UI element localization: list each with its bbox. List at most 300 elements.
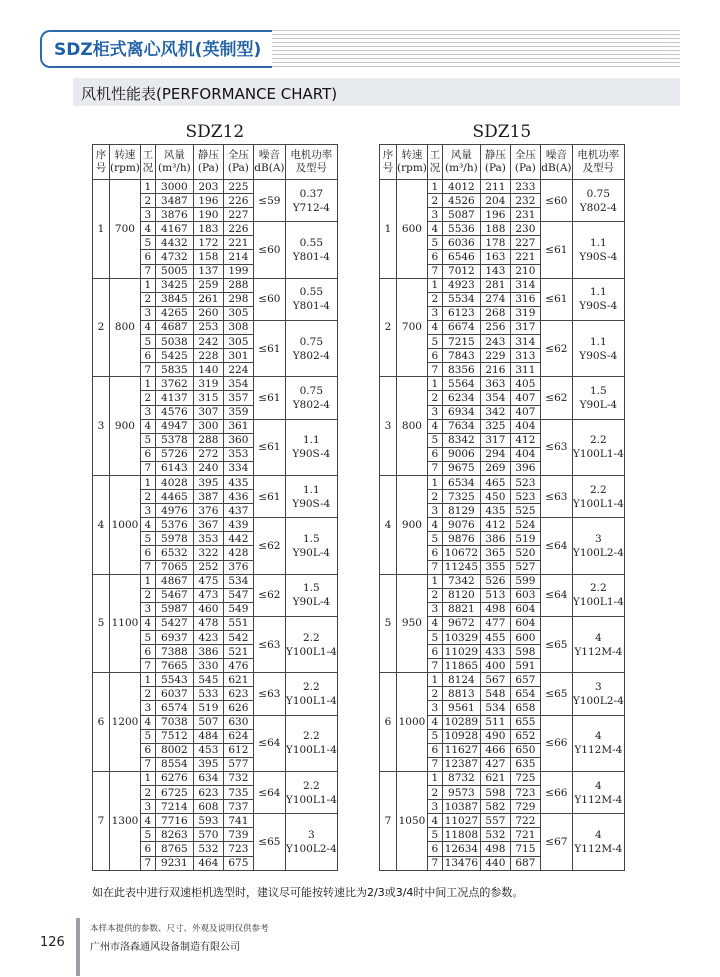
condition: 1: [140, 180, 155, 194]
static-pressure: 260: [193, 306, 223, 320]
total-pressure: 232: [510, 194, 540, 208]
air-volume: 8263: [155, 828, 193, 842]
column-header: 噪音 dB(A): [540, 145, 572, 180]
total-pressure: 353: [223, 447, 253, 461]
condition: 3: [140, 800, 155, 814]
total-pressure: 311: [510, 363, 540, 377]
air-volume: 10387: [442, 800, 480, 814]
condition: 3: [140, 405, 155, 419]
static-pressure: 412: [480, 518, 510, 532]
total-pressure: 527: [510, 560, 540, 574]
motor-power-model: 0.37 Y712-4: [285, 180, 337, 222]
total-pressure: 521: [223, 645, 253, 659]
total-pressure: 376: [223, 560, 253, 574]
condition: 7: [140, 264, 155, 278]
noise-level: ≤66: [540, 715, 572, 771]
static-pressure: 532: [480, 828, 510, 842]
air-volume: 6937: [155, 631, 193, 645]
table-row: [380, 278, 625, 292]
condition: 1: [140, 673, 155, 687]
static-pressure: 259: [193, 278, 223, 292]
air-volume: 9231: [155, 856, 193, 870]
total-pressure: 737: [223, 800, 253, 814]
table-row: [93, 475, 338, 489]
static-pressure: 526: [480, 574, 510, 588]
static-pressure: 484: [193, 729, 223, 743]
static-pressure: 353: [193, 532, 223, 546]
condition: 2: [427, 687, 442, 701]
air-volume: 7716: [155, 814, 193, 828]
air-volume: 8813: [442, 687, 480, 701]
total-pressure: 334: [223, 461, 253, 475]
column-header: 噪音 dB(A): [253, 145, 285, 180]
static-pressure: 294: [480, 447, 510, 461]
group-number: 5: [93, 574, 110, 673]
air-volume: 8765: [155, 842, 193, 856]
static-pressure: 545: [193, 673, 223, 687]
total-pressure: 721: [510, 828, 540, 842]
total-pressure: 221: [510, 250, 540, 264]
motor-power-model: 2.2 Y100L1-4: [285, 673, 337, 715]
noise-level: ≤61: [540, 222, 572, 278]
group-number: 3: [93, 377, 110, 476]
table-row: [93, 574, 338, 588]
static-pressure: 608: [193, 800, 223, 814]
rotation-speed: 600: [397, 180, 428, 279]
column-header: 序 号: [380, 145, 397, 180]
static-pressure: 330: [193, 659, 223, 673]
motor-power-model: 2.2 Y100L1-4: [572, 574, 624, 616]
condition: 5: [140, 532, 155, 546]
total-pressure: 227: [510, 236, 540, 250]
total-pressure: 405: [510, 377, 540, 391]
noise-level: ≤61: [253, 419, 285, 475]
rotation-speed: 900: [397, 475, 428, 574]
static-pressure: 240: [193, 461, 223, 475]
air-volume: 4137: [155, 391, 193, 405]
condition: 6: [140, 250, 155, 264]
motor-power-model: 3 Y100L2-4: [572, 518, 624, 574]
condition: 4: [427, 518, 442, 532]
condition: 6: [427, 842, 442, 856]
motor-power-model: 0.75 Y802-4: [572, 180, 624, 222]
group-number: 2: [380, 278, 397, 377]
condition: 3: [427, 208, 442, 222]
condition: 7: [140, 757, 155, 771]
total-pressure: 436: [223, 490, 253, 504]
total-pressure: 354: [223, 377, 253, 391]
total-pressure: 723: [223, 842, 253, 856]
noise-level: ≤62: [253, 518, 285, 574]
noise-level: ≤62: [253, 574, 285, 616]
condition: 6: [427, 743, 442, 757]
condition: 1: [140, 278, 155, 292]
condition: 1: [427, 574, 442, 588]
static-pressure: 623: [193, 786, 223, 800]
group-number: 4: [93, 475, 110, 574]
static-pressure: 143: [480, 264, 510, 278]
air-volume: 6123: [442, 306, 480, 320]
air-volume: 4576: [155, 405, 193, 419]
total-pressure: 542: [223, 631, 253, 645]
column-header: 静压 (Pa): [193, 145, 223, 180]
motor-power-model: 1.1 Y90S-4: [572, 320, 624, 376]
static-pressure: 196: [480, 208, 510, 222]
condition: 4: [140, 222, 155, 236]
static-pressure: 140: [193, 363, 223, 377]
air-volume: 6036: [442, 236, 480, 250]
table-row: [380, 574, 625, 588]
static-pressure: 395: [193, 475, 223, 489]
condition: 5: [140, 335, 155, 349]
condition: 2: [140, 588, 155, 602]
static-pressure: 593: [193, 814, 223, 828]
condition: 2: [140, 490, 155, 504]
static-pressure: 261: [193, 292, 223, 306]
condition: 4: [140, 616, 155, 630]
total-pressure: 725: [510, 771, 540, 785]
static-pressure: 490: [480, 729, 510, 743]
static-pressure: 460: [193, 602, 223, 616]
column-header: 静压 (Pa): [480, 145, 510, 180]
condition: 4: [140, 320, 155, 334]
noise-level: ≤60: [540, 180, 572, 222]
total-pressure: 626: [223, 701, 253, 715]
static-pressure: 386: [193, 645, 223, 659]
noise-level: ≤63: [253, 616, 285, 672]
total-pressure: 603: [510, 588, 540, 602]
table-row: [93, 771, 338, 785]
air-volume: 9876: [442, 532, 480, 546]
noise-level: ≤61: [540, 278, 572, 320]
air-volume: 9561: [442, 701, 480, 715]
total-pressure: 630: [223, 715, 253, 729]
air-volume: 10928: [442, 729, 480, 743]
condition: 6: [140, 447, 155, 461]
group-number: 7: [93, 771, 110, 870]
static-pressure: 228: [193, 349, 223, 363]
total-pressure: 525: [510, 504, 540, 518]
noise-level: ≤59: [253, 180, 285, 222]
total-pressure: 729: [510, 800, 540, 814]
static-pressure: 281: [480, 278, 510, 292]
total-pressure: 723: [510, 786, 540, 800]
static-pressure: 190: [193, 208, 223, 222]
air-volume: 4687: [155, 320, 193, 334]
noise-level: ≤63: [540, 419, 572, 475]
static-pressure: 288: [193, 433, 223, 447]
static-pressure: 548: [480, 687, 510, 701]
total-pressure: 221: [223, 236, 253, 250]
condition: 6: [140, 645, 155, 659]
condition: 1: [427, 673, 442, 687]
rotation-speed: 700: [110, 180, 141, 279]
condition: 7: [427, 264, 442, 278]
static-pressure: 386: [480, 532, 510, 546]
total-pressure: 551: [223, 616, 253, 630]
static-pressure: 498: [480, 602, 510, 616]
air-volume: 11027: [442, 814, 480, 828]
condition: 6: [427, 349, 442, 363]
total-pressure: 298: [223, 292, 253, 306]
air-volume: 6143: [155, 461, 193, 475]
motor-power-model: 1.5 Y90L-4: [285, 518, 337, 574]
air-volume: 10289: [442, 715, 480, 729]
page-header: [40, 30, 680, 66]
noise-level: ≤64: [540, 574, 572, 616]
table-row: [380, 377, 625, 391]
condition: 7: [427, 659, 442, 673]
static-pressure: 243: [480, 335, 510, 349]
static-pressure: 211: [480, 180, 510, 194]
static-pressure: 363: [480, 377, 510, 391]
air-volume: 6276: [155, 771, 193, 785]
motor-power-model: 0.75 Y802-4: [285, 320, 337, 376]
static-pressure: 319: [193, 377, 223, 391]
rotation-speed: 1100: [110, 574, 141, 673]
performance-table: [92, 144, 338, 871]
noise-level: ≤63: [540, 475, 572, 517]
static-pressure: 598: [480, 786, 510, 800]
static-pressure: 325: [480, 419, 510, 433]
condition: 7: [427, 363, 442, 377]
total-pressure: 650: [510, 743, 540, 757]
column-header: 全压 (Pa): [223, 145, 253, 180]
total-pressure: 735: [223, 786, 253, 800]
total-pressure: 428: [223, 546, 253, 560]
static-pressure: 450: [480, 490, 510, 504]
total-pressure: 715: [510, 842, 540, 856]
condition: 7: [140, 363, 155, 377]
air-volume: 5726: [155, 447, 193, 461]
static-pressure: 507: [193, 715, 223, 729]
condition: 6: [427, 447, 442, 461]
static-pressure: 557: [480, 814, 510, 828]
static-pressure: 534: [480, 701, 510, 715]
rotation-speed: 1300: [110, 771, 141, 870]
table-row: [93, 278, 338, 292]
group-number: 5: [380, 574, 397, 673]
total-pressure: 654: [510, 687, 540, 701]
condition: 2: [140, 786, 155, 800]
total-pressure: 523: [510, 475, 540, 489]
motor-power-model: 1.1 Y90S-4: [285, 475, 337, 517]
air-volume: 5543: [155, 673, 193, 687]
total-pressure: 288: [223, 278, 253, 292]
condition: 2: [427, 292, 442, 306]
static-pressure: 163: [480, 250, 510, 264]
static-pressure: 367: [193, 518, 223, 532]
air-volume: 6574: [155, 701, 193, 715]
motor-power-model: 2.2 Y100L1-4: [572, 419, 624, 475]
condition: 2: [427, 490, 442, 504]
static-pressure: 272: [193, 447, 223, 461]
column-header: 电机功率 及型号: [572, 145, 624, 180]
condition: 7: [140, 856, 155, 870]
header-stripes: [272, 30, 680, 68]
total-pressure: 319: [510, 306, 540, 320]
air-volume: 8120: [442, 588, 480, 602]
condition: 5: [427, 631, 442, 645]
air-volume: 11029: [442, 645, 480, 659]
condition: 3: [427, 504, 442, 518]
static-pressure: 242: [193, 335, 223, 349]
static-pressure: 216: [480, 363, 510, 377]
condition: 1: [427, 475, 442, 489]
air-volume: 9672: [442, 616, 480, 630]
group-number: 3: [380, 377, 397, 476]
air-volume: 4867: [155, 574, 193, 588]
static-pressure: 158: [193, 250, 223, 264]
condition: 5: [427, 532, 442, 546]
table-header-row: [93, 145, 338, 180]
motor-power-model: 4 Y112M-4: [572, 814, 624, 870]
total-pressure: 658: [510, 701, 540, 715]
total-pressure: 442: [223, 532, 253, 546]
air-volume: 8002: [155, 743, 193, 757]
column-header: 工 况: [427, 145, 442, 180]
total-pressure: 549: [223, 602, 253, 616]
noise-level: ≤65: [540, 616, 572, 672]
total-pressure: 598: [510, 645, 540, 659]
static-pressure: 511: [480, 715, 510, 729]
condition: 6: [427, 546, 442, 560]
air-volume: 8821: [442, 602, 480, 616]
air-volume: 12634: [442, 842, 480, 856]
motor-power-model: 1.5 Y90L-4: [572, 377, 624, 419]
rotation-speed: 900: [110, 377, 141, 476]
air-volume: 3762: [155, 377, 193, 391]
footer-company: 广州市洛森通风设备制造有限公司: [90, 942, 240, 953]
total-pressure: 599: [510, 574, 540, 588]
condition: 4: [427, 222, 442, 236]
motor-power-model: 1.1 Y90S-4: [572, 278, 624, 320]
air-volume: 7215: [442, 335, 480, 349]
total-pressure: 675: [223, 856, 253, 870]
total-pressure: 230: [510, 222, 540, 236]
total-pressure: 412: [510, 433, 540, 447]
air-volume: 3000: [155, 180, 193, 194]
air-volume: 5087: [442, 208, 480, 222]
total-pressure: 523: [510, 490, 540, 504]
group-number: 6: [380, 673, 397, 772]
air-volume: 9076: [442, 518, 480, 532]
air-volume: 6037: [155, 687, 193, 701]
condition: 5: [427, 433, 442, 447]
noise-level: ≤63: [253, 673, 285, 715]
static-pressure: 355: [480, 560, 510, 574]
air-volume: 11245: [442, 560, 480, 574]
rotation-speed: 800: [110, 278, 141, 377]
air-volume: 7038: [155, 715, 193, 729]
static-pressure: 621: [480, 771, 510, 785]
condition: 3: [140, 602, 155, 616]
air-volume: 3425: [155, 278, 193, 292]
air-volume: 4465: [155, 490, 193, 504]
air-volume: 6546: [442, 250, 480, 264]
condition: 2: [140, 687, 155, 701]
air-volume: 4012: [442, 180, 480, 194]
performance-table: [379, 144, 625, 871]
air-volume: 7065: [155, 560, 193, 574]
static-pressure: 567: [480, 673, 510, 687]
motor-power-model: 0.55 Y801-4: [285, 278, 337, 320]
group-number: 6: [93, 673, 110, 772]
performance-table-right: [379, 120, 625, 871]
table-row: [93, 673, 338, 687]
condition: 4: [427, 419, 442, 433]
static-pressure: 475: [193, 574, 223, 588]
total-pressure: 476: [223, 659, 253, 673]
air-volume: 13476: [442, 856, 480, 870]
group-number: 7: [380, 771, 397, 870]
condition: 2: [140, 292, 155, 306]
total-pressure: 621: [223, 673, 253, 687]
total-pressure: 308: [223, 320, 253, 334]
total-pressure: 591: [510, 659, 540, 673]
total-pressure: 313: [510, 349, 540, 363]
static-pressure: 423: [193, 631, 223, 645]
air-volume: 5835: [155, 363, 193, 377]
total-pressure: 226: [223, 222, 253, 236]
air-volume: 5038: [155, 335, 193, 349]
condition: 7: [140, 560, 155, 574]
air-volume: 11808: [442, 828, 480, 842]
column-header: 风量 (m³/h): [442, 145, 480, 180]
air-volume: 4923: [442, 278, 480, 292]
condition: 2: [140, 194, 155, 208]
air-volume: 8129: [442, 504, 480, 518]
air-volume: 10672: [442, 546, 480, 560]
air-volume: 10329: [442, 631, 480, 645]
static-pressure: 533: [193, 687, 223, 701]
static-pressure: 453: [193, 743, 223, 757]
condition: 3: [427, 800, 442, 814]
condition: 3: [427, 701, 442, 715]
condition: 7: [140, 659, 155, 673]
air-volume: 4028: [155, 475, 193, 489]
air-volume: 7012: [442, 264, 480, 278]
noise-level: ≤61: [253, 320, 285, 376]
total-pressure: 612: [223, 743, 253, 757]
noise-level: ≤64: [540, 518, 572, 574]
motor-power-model: 3 Y100L2-4: [285, 814, 337, 870]
condition: 3: [427, 306, 442, 320]
condition: 5: [427, 828, 442, 842]
page-number: 126: [40, 935, 65, 950]
air-volume: 8124: [442, 673, 480, 687]
total-pressure: 316: [510, 292, 540, 306]
rotation-speed: 800: [397, 377, 428, 476]
total-pressure: 624: [223, 729, 253, 743]
static-pressure: 477: [480, 616, 510, 630]
air-volume: 7342: [442, 574, 480, 588]
total-pressure: 623: [223, 687, 253, 701]
table-row: [380, 673, 625, 687]
condition: 1: [140, 377, 155, 391]
total-pressure: 534: [223, 574, 253, 588]
air-volume: 5987: [155, 602, 193, 616]
air-volume: 5536: [442, 222, 480, 236]
group-number: 1: [93, 180, 110, 279]
condition: 3: [140, 504, 155, 518]
table-row: [93, 180, 338, 194]
air-volume: 4732: [155, 250, 193, 264]
static-pressure: 183: [193, 222, 223, 236]
noise-level: ≤65: [540, 673, 572, 715]
motor-power-model: 2.2 Y100L1-4: [285, 616, 337, 672]
air-volume: 6674: [442, 320, 480, 334]
